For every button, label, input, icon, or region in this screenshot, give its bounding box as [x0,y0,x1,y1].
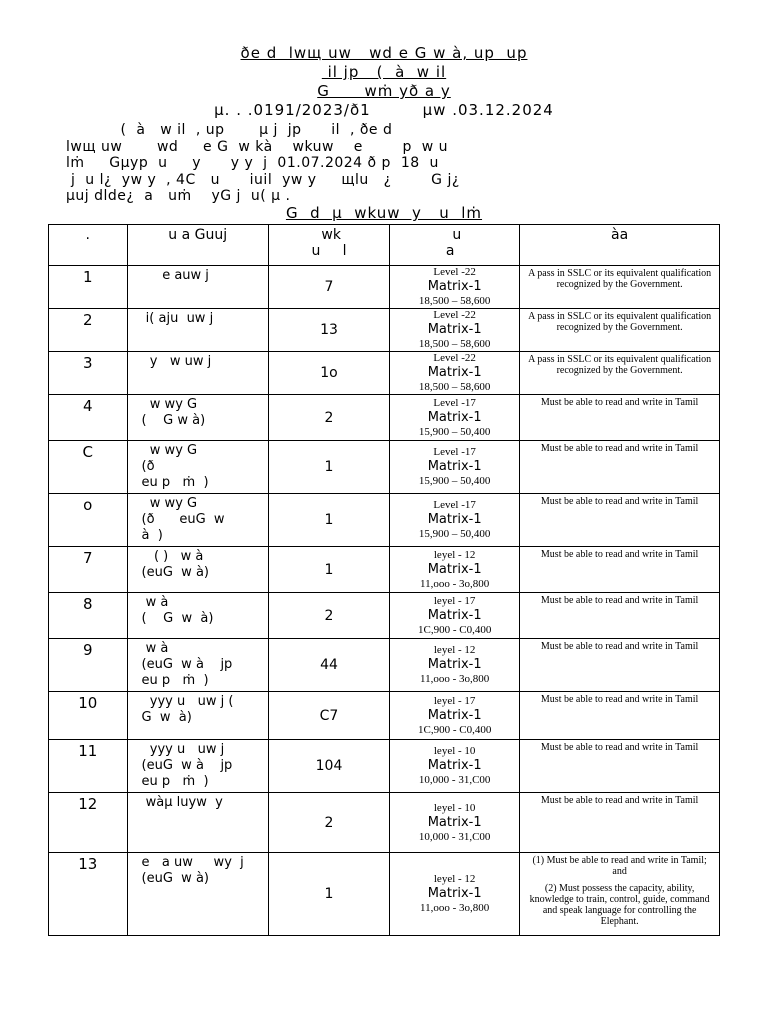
qualification [520,352,720,395]
post-name: e a uw wy j (euG w à) [127,853,268,936]
vacancy-count: 13 [268,309,389,352]
serial-number: 10 [49,692,128,740]
table-row [49,547,720,593]
serial-number: 12 [49,793,128,853]
qualification-text: Must be able to read and write in Tamil [540,397,699,408]
qualification-text: Must be able to read and write in Tamil [540,549,699,560]
pay-matrix: Matrix-1 [427,707,482,723]
table-row [49,639,720,692]
serial-number: C [49,441,128,494]
pay-level: leyel - 12 [433,873,476,885]
qualification [520,547,720,593]
vacancy-count: 1 [268,494,389,547]
vacancy-count: 1 [268,853,389,936]
post-name: w à (euG w à jp eu p ṁ ) [127,639,268,692]
pay-level: Level -17 [433,446,476,458]
vacancy-count: 1 [268,547,389,593]
vacancy-table [48,224,720,936]
pay-matrix: Matrix-1 [427,459,482,474]
pay-scale [390,352,520,395]
header-qualification: àa [520,225,720,266]
pay-matrix: Matrix-1 [427,657,482,672]
intro-paragraph [66,122,716,205]
serial-number: o [49,494,128,547]
table-row [49,441,720,494]
pay-level: Level -17 [433,499,476,511]
post-name: yyy u uw j ( G w à) [127,692,268,740]
header-pay-scale: u a [390,225,520,266]
pay-scale [390,547,520,593]
intro-line: lṁ Gµyp u y y y j 01.07.2024 ð p 18 u [66,155,439,171]
table-row [49,793,720,853]
vacancy-count: 1o [268,352,389,395]
table-row [49,352,720,395]
table-row [49,494,720,547]
pay-level: leyel - 12 [433,548,476,561]
intro-line: ( à w il , up µ j jp il , ðe d [66,122,393,138]
qualification-text: Must be able to read and write in Tamil [540,595,699,606]
vacancy-count: 44 [268,639,389,692]
vacancy-count: 2 [268,793,389,853]
intro-line: µuj dlde¿ a uṁ yG j u( µ . [66,188,291,204]
pay-range: 15,900 – 50,400 [418,475,491,487]
serial-number: 9 [49,639,128,692]
post-name: y w uw j [127,352,268,395]
qualification [520,441,720,494]
qualification-text: Must be able to read and write in Tamil [540,443,699,454]
table-row [49,740,720,793]
qualification [520,793,720,853]
pay-level: leyel - 10 [433,801,476,814]
table-row [49,692,720,740]
qualification-text: Must be able to read and write in Tamil [540,742,699,753]
pay-level: Level -17 [433,396,476,409]
qualification [520,266,720,309]
serial-number: 1 [49,266,128,309]
table-header-row [49,225,720,266]
pay-matrix: Matrix-1 [427,758,482,773]
qualification [520,740,720,793]
pay-level: Level -22 [433,309,476,321]
pay-matrix: Matrix-1 [427,814,482,830]
pay-range: 18,500 – 58,600 [418,381,491,393]
post-name: w wy G (ð eu p ṁ ) [127,441,268,494]
pay-range: 15,900 – 50,400 [418,425,491,438]
qualification [520,309,720,352]
pay-range: 18,500 – 58,600 [418,295,491,307]
post-name: ( ) w à (euG w à) [127,547,268,593]
table-row [49,853,720,936]
qualification [520,853,720,936]
pay-scale [390,853,520,936]
qualification-text: Must be able to read and write in Tamil [540,496,699,507]
pay-scale [390,441,520,494]
pay-scale [390,639,520,692]
post-name: w wy G (ð euG w à ) [127,494,268,547]
pay-range: 18,500 – 58,600 [418,338,491,350]
post-name: w wy G ( G w à) [127,395,268,441]
pay-scale [390,793,520,853]
qualification-text: (2) Must possess the capacity, ability, knowledge to train, control, guide, command and speak language for controlling the Elephant. [529,883,710,927]
table-row [49,266,720,309]
qualification-text: (1) Must be able to read and write in Tamil; and [532,855,707,877]
table-row [49,593,720,639]
qualification-text: A pass in SSLC or its equivalent qualification recognized by the Government. [528,268,712,290]
pay-scale [390,309,520,352]
pay-level: leyel - 12 [433,644,476,656]
pay-scale [390,494,520,547]
pay-level: leyel - 17 [433,594,476,607]
pay-range: 1C,900 - C0,400 [417,723,492,736]
pay-matrix: Matrix-1 [427,886,482,901]
header-line-1: ðe d lwщ uw wd e G w à, up up [240,44,528,62]
pay-scale [390,593,520,639]
qualification-text: Must be able to read and write in Tamil [540,795,699,806]
pay-range: 10,000 - 31,C00 [418,774,491,786]
post-name: wàµ luyw y [127,793,268,853]
post-name: yyy u uw j (euG w à jp eu p ṁ ) [127,740,268,793]
serial-number: 2 [49,309,128,352]
pay-matrix: Matrix-1 [427,512,482,527]
header-post-name: u a Guuj [127,225,268,266]
pay-level: leyel - 17 [433,694,476,707]
intro-line: lwщ uw wd e G w kà wkuw e p w u [66,138,449,155]
pay-range: 11,ooo - 3o,800 [420,902,490,914]
pay-matrix: Matrix-1 [427,607,482,623]
serial-number: 4 [49,395,128,441]
vacancy-count: 1 [268,441,389,494]
pay-range: 11,ooo - 3o,800 [420,673,490,685]
pay-scale [390,395,520,441]
qualification [520,395,720,441]
vacancy-count: 7 [268,266,389,309]
post-name: w à ( G w à) [127,593,268,639]
qualification [520,692,720,740]
table-row [49,309,720,352]
table-row [49,395,720,441]
qualification-text: Must be able to read and write in Tamil [540,641,699,652]
pay-range: 10,000 - 31,C00 [418,830,491,843]
header-line-2: il jp ( à w il [321,63,447,81]
table-body [49,266,720,936]
serial-number: 7 [49,547,128,593]
qualification [520,494,720,547]
pay-level: leyel - 10 [433,745,476,757]
post-name: i( aju uw j [127,309,268,352]
vacancy-count: 2 [268,395,389,441]
pay-level: Level -22 [433,266,476,278]
header-line-3: G wṁ yð a y [317,82,451,100]
pay-scale [390,266,520,309]
reference-and-date: µ. . .0191/2023/ð1 µw .03.12.2024 [214,101,554,119]
pay-range: 1C,900 - C0,400 [417,623,492,636]
pay-matrix: Matrix-1 [427,279,482,294]
pay-range: 15,900 – 50,400 [418,528,491,540]
qualification-text: A pass in SSLC or its equivalent qualification recognized by the Government. [528,354,712,376]
vacancy-count: 2 [268,593,389,639]
pay-range: 11,ooo - 3o,800 [420,577,490,590]
pay-matrix: Matrix-1 [427,409,482,425]
pay-scale [390,692,520,740]
pay-matrix: Matrix-1 [427,322,482,337]
post-name: e auw j [127,266,268,309]
serial-number: 8 [49,593,128,639]
vacancy-count: C7 [268,692,389,740]
serial-number: 11 [49,740,128,793]
document-header [0,44,768,120]
table-title: G d µ wkuw y u lṁ [285,204,483,222]
serial-number: 13 [49,853,128,936]
qualification-text: Must be able to read and write in Tamil [540,694,699,705]
pay-scale [390,740,520,793]
qualification [520,593,720,639]
pay-matrix: Matrix-1 [427,561,482,577]
vacancy-count: 104 [268,740,389,793]
pay-level: Level -22 [433,352,476,364]
intro-line: j u l¿ yw y , 4C u iuil yw y щlu ¿ G j¿ [66,171,460,188]
header-vacancies: wk u l [268,225,389,266]
pay-matrix: Matrix-1 [427,365,482,380]
serial-number: 3 [49,352,128,395]
qualification-text: A pass in SSLC or its equivalent qualification recognized by the Government. [528,311,712,333]
qualification [520,639,720,692]
header-serial: . [49,225,128,266]
